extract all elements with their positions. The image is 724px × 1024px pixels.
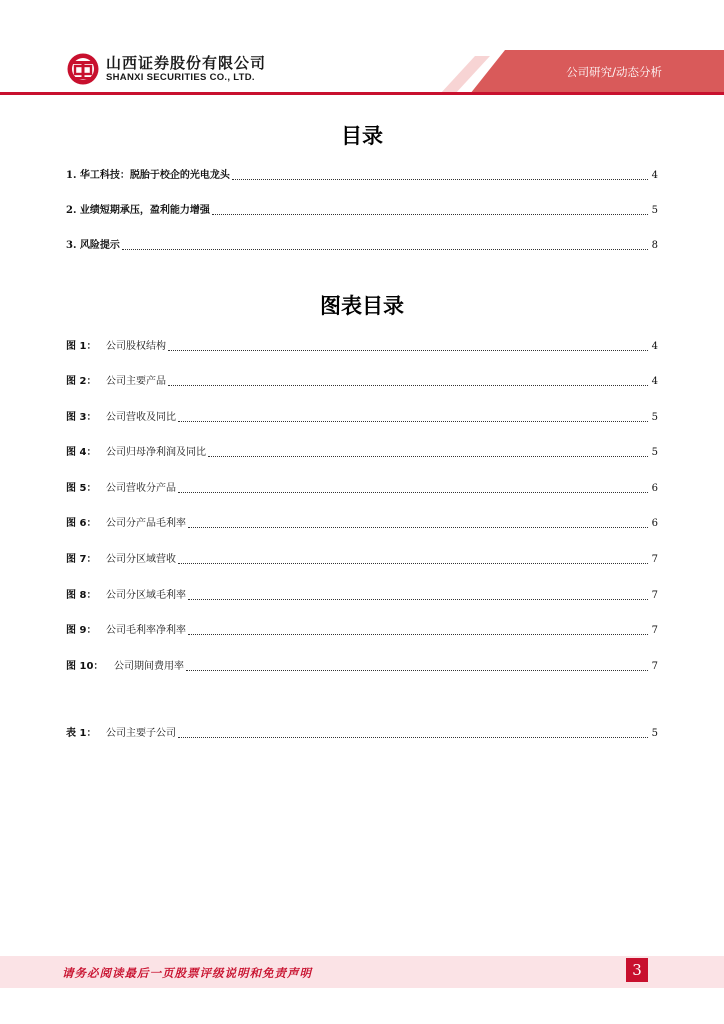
dot-leader [208, 456, 648, 457]
figure-label: 图 9： [66, 625, 97, 636]
figure-label: 图 6： [66, 518, 97, 529]
figure-entry[interactable] [66, 586, 658, 602]
dot-leader [188, 634, 648, 635]
table-entry[interactable] [66, 724, 658, 740]
figure-page: 6 [651, 518, 658, 529]
dot-leader [122, 249, 648, 250]
table-label: 表 1： [66, 728, 97, 739]
figure-title: 公司股权结构 [106, 341, 166, 352]
figure-label: 图 2： [66, 376, 97, 387]
company-name-en: SHANXI SECURITIES CO., LTD. [106, 71, 255, 83]
figure-entry[interactable] [66, 550, 658, 566]
figure-label: 图 3： [66, 412, 97, 423]
figure-label: 图 4： [66, 447, 97, 458]
figure-page: 7 [651, 661, 658, 672]
toc-entry-page: 5 [651, 205, 658, 216]
figures-toc-title: 图表目录 [320, 294, 404, 318]
figure-page: 4 [651, 376, 658, 387]
report-type-label: 公司研究/动态分析 [566, 65, 662, 79]
dot-leader [178, 737, 648, 738]
dot-leader [186, 670, 648, 671]
figure-entry[interactable] [66, 337, 658, 353]
dot-leader [232, 179, 648, 180]
figure-page: 5 [651, 412, 658, 423]
toc-entry-text: 业绩短期承压，盈利能力增强 [79, 205, 210, 216]
figure-title: 公司归母净利润及同比 [106, 447, 206, 458]
dot-leader [168, 385, 648, 386]
toc-entry-page: 4 [651, 170, 658, 181]
figure-label: 图 5： [66, 483, 97, 494]
toc-entry-page: 8 [651, 240, 658, 251]
figure-entry[interactable] [66, 621, 658, 637]
toc-entry-text: 风险提示 [79, 240, 120, 251]
figure-entry[interactable] [66, 514, 658, 530]
table-page: 5 [651, 728, 658, 739]
figure-page: 7 [651, 590, 658, 601]
dot-leader [178, 492, 648, 493]
header-divider [0, 92, 724, 95]
figure-title: 公司毛利率净利率 [106, 625, 186, 636]
dot-leader [188, 599, 648, 600]
figure-entry[interactable] [66, 408, 658, 424]
figure-title: 公司分产品毛利率 [106, 518, 186, 529]
dot-leader [188, 527, 648, 528]
figure-title: 公司分区域营收 [106, 554, 176, 565]
toc-entry-number: 1. [66, 170, 80, 181]
figure-page: 4 [651, 341, 658, 352]
figure-title: 公司营收分产品 [106, 483, 176, 494]
toc-entry[interactable] [66, 166, 658, 182]
figure-entry[interactable] [66, 657, 658, 673]
disclaimer-notice: 请务必阅读最后一页股票评级说明和免责声明 [62, 966, 312, 980]
figure-title: 公司营收及同比 [106, 412, 176, 423]
figure-page: 6 [651, 483, 658, 494]
page-number: 3 [626, 958, 648, 982]
figure-page: 7 [651, 554, 658, 565]
dot-leader [168, 350, 648, 351]
figure-label: 图 10： [66, 661, 104, 672]
company-logo [66, 52, 266, 86]
toc-title: 目录 [341, 124, 383, 148]
logo-emblem-icon [66, 52, 100, 86]
toc-entry-text: 华工科技：脱胎于校企的光电龙头 [79, 170, 230, 181]
figure-entry[interactable] [66, 479, 658, 495]
figure-page: 7 [651, 625, 658, 636]
company-name-cn: 山西证券股份有限公司 [106, 53, 267, 72]
toc-entry-number: 2. [66, 205, 80, 216]
table-title: 公司主要子公司 [106, 728, 176, 739]
dot-leader [178, 563, 648, 564]
toc-entry[interactable] [66, 201, 658, 217]
figure-entry[interactable] [66, 372, 658, 388]
dot-leader [212, 214, 648, 215]
figure-entry[interactable] [66, 443, 658, 459]
figure-page: 5 [651, 447, 658, 458]
figure-label: 图 8： [66, 590, 97, 601]
figure-label: 图 1： [66, 341, 97, 352]
figure-title: 公司主要产品 [106, 376, 166, 387]
figure-title: 公司分区域毛利率 [106, 590, 186, 601]
dot-leader [178, 421, 648, 422]
toc-entry[interactable] [66, 236, 658, 252]
figure-label: 图 7： [66, 554, 97, 565]
figure-title: 公司期间费用率 [114, 661, 184, 672]
page-header [0, 0, 724, 100]
toc-entry-number: 3. [66, 240, 80, 251]
